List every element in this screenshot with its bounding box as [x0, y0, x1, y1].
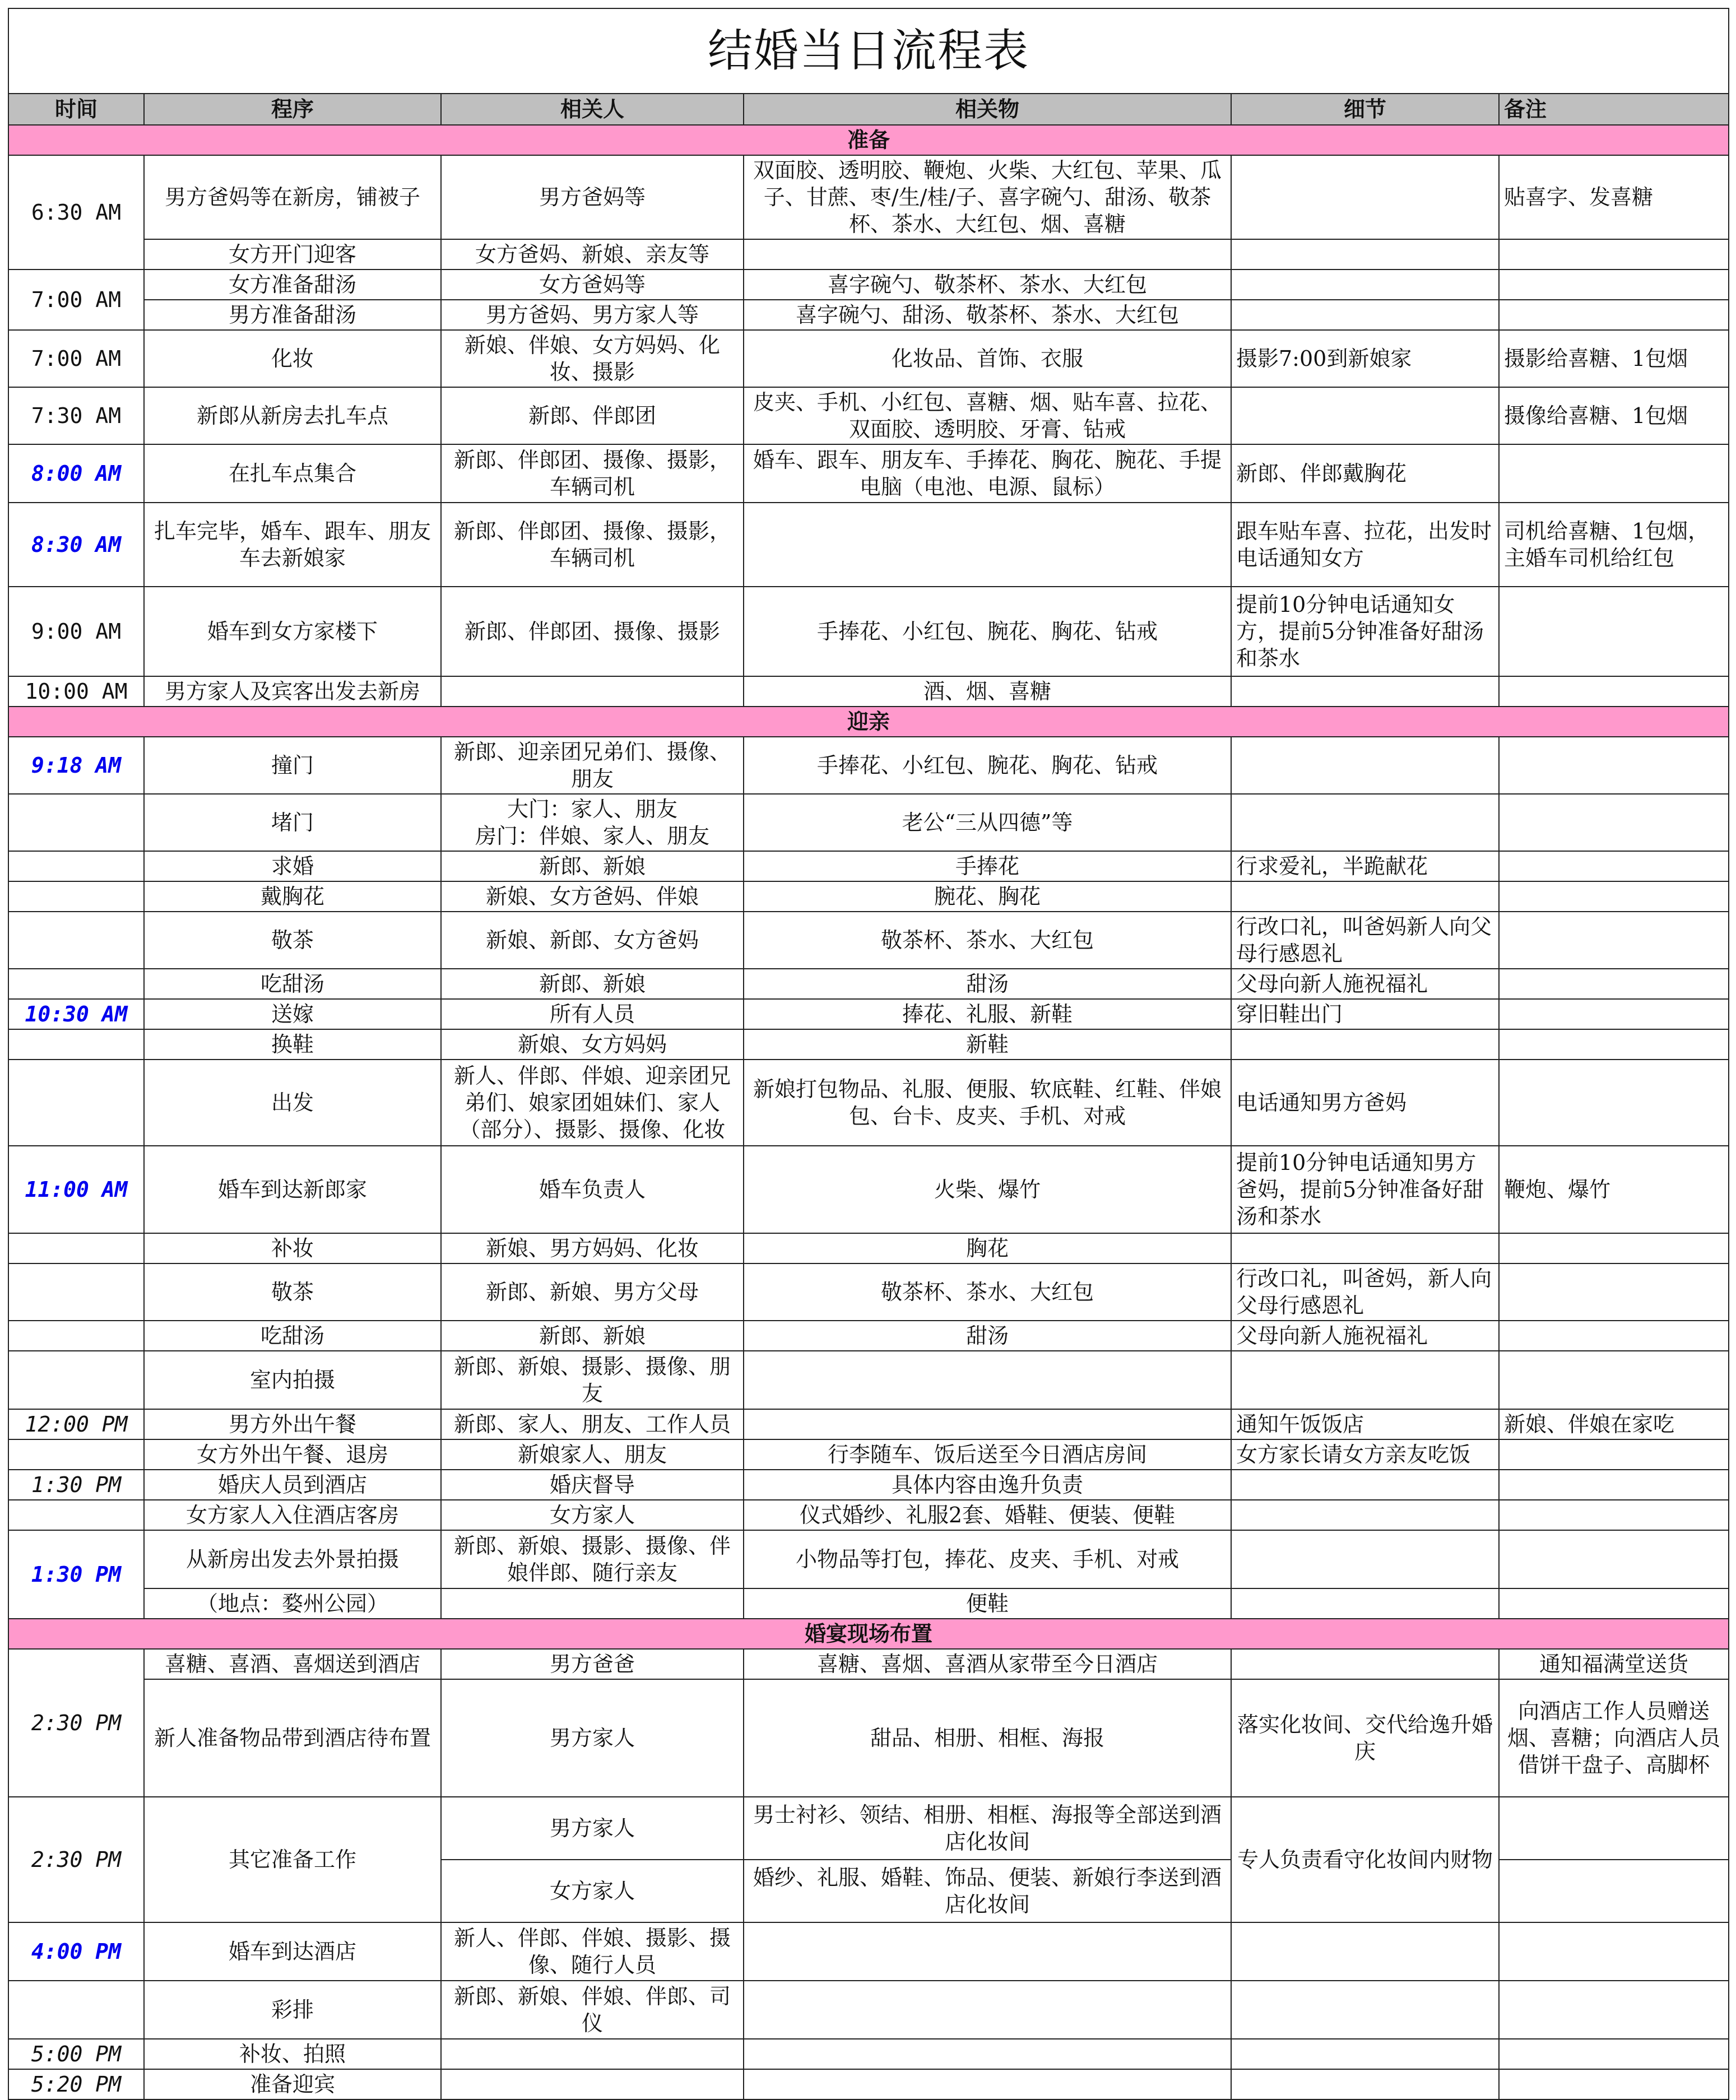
- table-row: [8, 794, 1729, 851]
- note-cell: [1499, 1530, 1729, 1588]
- time-cell: [8, 1981, 144, 2039]
- detail-cell: [1231, 239, 1499, 270]
- items-cell: 手捧花: [744, 851, 1231, 881]
- items-cell: 喜糖、喜烟、喜酒从家带至今日酒店: [744, 1649, 1231, 1679]
- procedure-cell: 敬茶: [144, 912, 441, 969]
- detail-cell: 穿旧鞋出门: [1231, 999, 1499, 1029]
- note-cell: [1499, 587, 1729, 676]
- table-row: [8, 1649, 1729, 1679]
- time-cell: 7:30 AM: [8, 387, 144, 444]
- table-row: [8, 912, 1729, 969]
- procedure-cell: 敬茶: [144, 1263, 441, 1321]
- section-title: 婚宴现场布置: [8, 1619, 1729, 1649]
- procedure-cell: 男方爸妈等在新房，铺被子: [144, 155, 441, 239]
- procedure-cell: 男方准备甜汤: [144, 300, 441, 330]
- note-cell: 摄像给喜糖、1包烟: [1499, 387, 1729, 444]
- note-cell: [1499, 794, 1729, 851]
- section-row-yingqin: [8, 707, 1729, 737]
- note-cell: [1499, 2039, 1729, 2069]
- header-items: 相关物: [744, 94, 1231, 125]
- people-cell: 新郎、新娘、摄影、摄像、朋友: [441, 1351, 744, 1409]
- detail-cell: 父母向新人施祝福礼: [1231, 1321, 1499, 1351]
- time-cell: 2:30 PM: [8, 1649, 144, 1797]
- table-row: [8, 881, 1729, 912]
- table-row: [8, 155, 1729, 239]
- detail-cell: [1231, 881, 1499, 912]
- detail-cell: 行改口礼，叫爸妈新人向父母行感恩礼: [1231, 912, 1499, 969]
- time-cell: 8:00 AM: [8, 444, 144, 503]
- items-cell: [744, 1409, 1231, 1439]
- detail-cell: 摄影7:00到新娘家: [1231, 330, 1499, 387]
- detail-cell: 提前10分钟电话通知女方，提前5分钟准备好甜汤和茶水: [1231, 587, 1499, 676]
- note-cell: [1499, 1797, 1729, 1860]
- procedure-cell: 补妆、拍照: [144, 2039, 441, 2069]
- note-cell: 向酒店工作人员赠送烟、喜糖；向酒店人员借饼干盘子、高脚杯: [1499, 1679, 1729, 1797]
- procedure-cell: 戴胸花: [144, 881, 441, 912]
- items-cell: 化妆品、首饰、衣服: [744, 330, 1231, 387]
- table-row: [8, 1233, 1729, 1263]
- procedure-cell: 喜糖、喜酒、喜烟送到酒店: [144, 1649, 441, 1679]
- procedure-cell: 男方外出午餐: [144, 1409, 441, 1439]
- note-cell: [1499, 969, 1729, 999]
- time-cell: 7:00 AM: [8, 270, 144, 330]
- detail-cell: [1231, 1233, 1499, 1263]
- procedure-cell: 堵门: [144, 794, 441, 851]
- items-cell: [744, 1351, 1231, 1409]
- items-cell: 敬茶杯、茶水、大红包: [744, 912, 1231, 969]
- table-row: [8, 1588, 1729, 1619]
- procedure-cell: 求婚: [144, 851, 441, 881]
- time-cell: [8, 1263, 144, 1321]
- people-cell: 男方家人: [441, 1797, 744, 1860]
- table-row: [8, 1029, 1729, 1060]
- people-cell: 新娘、伴娘、女方妈妈、化妆、摄影: [441, 330, 744, 387]
- items-cell: 甜汤: [744, 969, 1231, 999]
- time-cell: 6:30 AM: [8, 155, 144, 270]
- table-row: [8, 1146, 1729, 1233]
- header-people: 相关人: [441, 94, 744, 125]
- items-cell: 仪式婚纱、礼服2套、婚鞋、便装、便鞋: [744, 1500, 1231, 1530]
- procedure-cell: 男方家人及宾客出发去新房: [144, 676, 441, 707]
- procedure-cell: 撞门: [144, 737, 441, 794]
- procedure-cell: 准备迎宾: [144, 2069, 441, 2099]
- detail-cell: [1231, 1029, 1499, 1060]
- detail-cell: 专人负责看守化妆间内财物: [1231, 1797, 1499, 1922]
- people-cell: 新郎、新娘、伴娘、伴郎、司仪: [441, 1981, 744, 2039]
- note-cell: 摄影给喜糖、1包烟: [1499, 330, 1729, 387]
- detail-cell: 女方家长请女方亲友吃饭: [1231, 1439, 1499, 1470]
- items-cell: 男士衬衫、领结、相册、相框、海报等全部送到酒店化妆间: [744, 1797, 1231, 1860]
- table-row: [8, 387, 1729, 444]
- time-cell: 5:20 PM: [8, 2069, 144, 2099]
- people-cell: 男方家人: [441, 1679, 744, 1797]
- time-cell: [8, 1321, 144, 1351]
- items-cell: [744, 1981, 1231, 2039]
- note-cell: [1499, 1263, 1729, 1321]
- section-title: 准备: [8, 125, 1729, 155]
- table-row: [8, 1797, 1729, 1860]
- time-cell: [8, 851, 144, 881]
- detail-cell: 新郎、伴郎戴胸花: [1231, 444, 1499, 503]
- items-cell: [744, 2069, 1231, 2099]
- people-cell: 新郎、新娘、男方父母: [441, 1263, 744, 1321]
- detail-cell: [1231, 1530, 1499, 1588]
- table-row: [8, 503, 1729, 587]
- detail-cell: [1231, 155, 1499, 239]
- table-row: [8, 969, 1729, 999]
- header-detail: 细节: [1231, 94, 1499, 125]
- table-row: [8, 270, 1729, 300]
- time-cell: [8, 794, 144, 851]
- note-cell: [1499, 1060, 1729, 1146]
- items-cell: 新娘打包物品、礼服、便服、软底鞋、红鞋、伴娘包、台卡、皮夹、手机、对戒: [744, 1060, 1231, 1146]
- time-cell: 8:30 AM: [8, 503, 144, 587]
- header-procedure: 程序: [144, 94, 441, 125]
- time-cell: [8, 1233, 144, 1263]
- note-cell: [1499, 300, 1729, 330]
- note-cell: [1499, 676, 1729, 707]
- procedure-cell: 新人准备物品带到酒店待布置: [144, 1679, 441, 1797]
- header-time: 时间: [8, 94, 144, 125]
- table-row: [8, 1321, 1729, 1351]
- time-cell: 9:00 AM: [8, 587, 144, 676]
- header-note: 备注: [1499, 94, 1729, 125]
- table-row: [8, 239, 1729, 270]
- table-row: [8, 300, 1729, 330]
- note-cell: [1499, 1029, 1729, 1060]
- detail-cell: [1231, 300, 1499, 330]
- detail-cell: [1231, 1470, 1499, 1500]
- table-row: [8, 676, 1729, 707]
- note-cell: [1499, 881, 1729, 912]
- detail-cell: 落实化妆间、交代给逸升婚庆: [1231, 1679, 1499, 1797]
- people-cell: 婚庆督导: [441, 1470, 744, 1500]
- note-cell: [1499, 737, 1729, 794]
- people-cell: [441, 2069, 744, 2099]
- detail-cell: [1231, 1981, 1499, 2039]
- section-row-prep: [8, 125, 1729, 155]
- people-cell: [441, 2039, 744, 2069]
- items-cell: 手捧花、小红包、腕花、胸花、钻戒: [744, 587, 1231, 676]
- table-row: [8, 1060, 1729, 1146]
- time-cell: [8, 1500, 144, 1530]
- procedure-cell: 送嫁: [144, 999, 441, 1029]
- people-cell: 女方爸妈、新娘、亲友等: [441, 239, 744, 270]
- detail-cell: 跟车贴车喜、拉花，出发时电话通知女方: [1231, 503, 1499, 587]
- items-cell: 酒、烟、喜糖: [744, 676, 1231, 707]
- detail-cell: [1231, 676, 1499, 707]
- procedure-cell: 出发: [144, 1060, 441, 1146]
- items-cell: 小物品等打包，捧花、皮夹、手机、对戒: [744, 1530, 1231, 1588]
- note-cell: 鞭炮、爆竹: [1499, 1146, 1729, 1233]
- table-row: [8, 444, 1729, 503]
- note-cell: 贴喜字、发喜糖: [1499, 155, 1729, 239]
- items-cell: 火柴、爆竹: [744, 1146, 1231, 1233]
- detail-cell: [1231, 1922, 1499, 1981]
- people-cell: 新郎、新娘: [441, 851, 744, 881]
- procedure-cell: 补妆: [144, 1233, 441, 1263]
- note-cell: 新娘、伴娘在家吃: [1499, 1409, 1729, 1439]
- people-cell: 新郎、新娘、摄影、摄像、伴娘伴郎、随行亲友: [441, 1530, 744, 1588]
- detail-cell: 提前10分钟电话通知男方爸妈，提前5分钟准备好甜汤和茶水: [1231, 1146, 1499, 1233]
- items-cell: 敬茶杯、茶水、大红包: [744, 1263, 1231, 1321]
- people-cell: 新郎、家人、朋友、工作人员: [441, 1409, 744, 1439]
- time-cell: 1:30 PM: [8, 1530, 144, 1619]
- note-cell: [1499, 444, 1729, 503]
- note-cell: [1499, 1500, 1729, 1530]
- people-cell: 新郎、迎亲团兄弟们、摄像、朋友: [441, 737, 744, 794]
- procedure-cell: 婚车到达酒店: [144, 1922, 441, 1981]
- table-row: [8, 2039, 1729, 2069]
- items-cell: 新鞋: [744, 1029, 1231, 1060]
- procedure-cell: 婚车到女方家楼下: [144, 587, 441, 676]
- procedure-cell: 室内拍摄: [144, 1351, 441, 1409]
- people-cell: 新郎、伴郎团: [441, 387, 744, 444]
- note-cell: [1499, 1860, 1729, 1922]
- table-row: [8, 2069, 1729, 2099]
- items-cell: [744, 503, 1231, 587]
- time-cell: 7:00 AM: [8, 330, 144, 387]
- detail-cell: 父母向新人施祝福礼: [1231, 969, 1499, 999]
- detail-cell: [1231, 737, 1499, 794]
- detail-cell: 行求爱礼，半跪献花: [1231, 851, 1499, 881]
- items-cell: 喜字碗勺、甜汤、敬茶杯、茶水、大红包: [744, 300, 1231, 330]
- items-cell: 行李随车、饭后送至今日酒店房间: [744, 1439, 1231, 1470]
- time-cell: 10:30 AM: [8, 999, 144, 1029]
- items-cell: 婚车、跟车、朋友车、手捧花、胸花、腕花、手提电脑（电池、电源、鼠标）: [744, 444, 1231, 503]
- detail-cell: [1231, 1500, 1499, 1530]
- note-cell: 司机给喜糖、1包烟，主婚车司机给红包: [1499, 503, 1729, 587]
- detail-cell: [1231, 270, 1499, 300]
- items-cell: 老公“三从四德”等: [744, 794, 1231, 851]
- people-cell: 新娘、新郎、女方爸妈: [441, 912, 744, 969]
- table-row: [8, 1409, 1729, 1439]
- note-cell: [1499, 912, 1729, 969]
- note-cell: [1499, 1233, 1729, 1263]
- note-cell: [1499, 1321, 1729, 1351]
- procedure-cell: 新郎从新房去扎车点: [144, 387, 441, 444]
- people-cell: 男方爸爸: [441, 1649, 744, 1679]
- procedure-cell: 从新房出发去外景拍摄: [144, 1530, 441, 1588]
- people-cell: 大门：家人、朋友 房门：伴娘、家人、朋友: [441, 794, 744, 851]
- time-cell: [8, 912, 144, 969]
- items-cell: [744, 239, 1231, 270]
- procedure-cell: 女方开门迎客: [144, 239, 441, 270]
- people-cell: 所有人员: [441, 999, 744, 1029]
- detail-cell: [1231, 2069, 1499, 2099]
- table-row: [8, 330, 1729, 387]
- time-cell: 2:30 PM: [8, 1797, 144, 1922]
- items-cell: 甜品、相册、相框、海报: [744, 1679, 1231, 1797]
- table-row: [8, 1981, 1729, 2039]
- procedure-cell: 扎车完毕，婚车、跟车、朋友车去新娘家: [144, 503, 441, 587]
- section-title: 迎亲: [8, 707, 1729, 737]
- procedure-cell: 婚庆人员到酒店: [144, 1470, 441, 1500]
- items-cell: 双面胶、透明胶、鞭炮、火柴、大红包、苹果、瓜子、甘蔗、枣/生/桂/子、喜字碗勺、甜汤、敬茶杯、茶水、大红包、烟、喜糖: [744, 155, 1231, 239]
- people-cell: 女方家人: [441, 1860, 744, 1922]
- items-cell: 甜汤: [744, 1321, 1231, 1351]
- detail-cell: [1231, 1649, 1499, 1679]
- detail-cell: [1231, 2039, 1499, 2069]
- procedure-cell: 女方外出午餐、退房: [144, 1439, 441, 1470]
- table-row: [8, 1470, 1729, 1500]
- time-cell: 1:30 PM: [8, 1470, 144, 1500]
- note-cell: [1499, 1981, 1729, 2039]
- table-row: [8, 1351, 1729, 1409]
- people-cell: 新郎、新娘: [441, 1321, 744, 1351]
- table-row: [8, 1679, 1729, 1797]
- people-cell: 新人、伴郎、伴娘、迎亲团兄弟们、娘家团姐妹们、家人（部分）、摄影、摄像、化妆: [441, 1060, 744, 1146]
- table-row: [8, 1439, 1729, 1470]
- procedure-cell: 换鞋: [144, 1029, 441, 1060]
- table-row: [8, 1263, 1729, 1321]
- time-cell: 10:00 AM: [8, 676, 144, 707]
- detail-cell: 通知午饭饭店: [1231, 1409, 1499, 1439]
- note-cell: [1499, 239, 1729, 270]
- detail-cell: 电话通知男方爸妈: [1231, 1060, 1499, 1146]
- detail-cell: 行改口礼，叫爸妈，新人向父母行感恩礼: [1231, 1263, 1499, 1321]
- people-cell: 新娘、女方妈妈: [441, 1029, 744, 1060]
- note-cell: 通知福满堂送货: [1499, 1649, 1729, 1679]
- people-cell: 新娘家人、朋友: [441, 1439, 744, 1470]
- time-cell: [8, 969, 144, 999]
- wedding-schedule-table: [8, 8, 1729, 2100]
- table-row: [8, 587, 1729, 676]
- time-cell: 9:18 AM: [8, 737, 144, 794]
- time-cell: 11:00 AM: [8, 1146, 144, 1233]
- page-title: 结婚当日流程表: [8, 8, 1729, 94]
- time-cell: [8, 1029, 144, 1060]
- time-cell: 4:00 PM: [8, 1922, 144, 1981]
- procedure-cell: （地点：婺州公园）: [144, 1588, 441, 1619]
- people-cell: 新娘、男方妈妈、化妆: [441, 1233, 744, 1263]
- items-cell: 喜字碗勺、敬茶杯、茶水、大红包: [744, 270, 1231, 300]
- people-cell: 新郎、新娘: [441, 969, 744, 999]
- items-cell: [744, 2039, 1231, 2069]
- people-cell: 新郎、伴郎团、摄像、摄影，车辆司机: [441, 503, 744, 587]
- table-row: [8, 1922, 1729, 1981]
- time-cell: 12:00 PM: [8, 1409, 144, 1439]
- procedure-cell: 吃甜汤: [144, 969, 441, 999]
- note-cell: [1499, 1588, 1729, 1619]
- items-cell: 手捧花、小红包、腕花、胸花、钻戒: [744, 737, 1231, 794]
- procedure-cell: 婚车到达新郎家: [144, 1146, 441, 1233]
- items-cell: 婚纱、礼服、婚鞋、饰品、便装、新娘行李送到酒店化妆间: [744, 1860, 1231, 1922]
- note-cell: [1499, 1351, 1729, 1409]
- people-cell: [441, 1588, 744, 1619]
- procedure-cell: 在扎车点集合: [144, 444, 441, 503]
- people-cell: 女方家人: [441, 1500, 744, 1530]
- people-cell: 男方爸妈等: [441, 155, 744, 239]
- title-row: [8, 8, 1729, 94]
- items-cell: 便鞋: [744, 1588, 1231, 1619]
- detail-cell: [1231, 387, 1499, 444]
- procedure-cell: 吃甜汤: [144, 1321, 441, 1351]
- items-cell: 具体内容由逸升负责: [744, 1470, 1231, 1500]
- people-cell: 男方爸妈、男方家人等: [441, 300, 744, 330]
- detail-cell: [1231, 1351, 1499, 1409]
- header-row: [8, 94, 1729, 125]
- items-cell: [744, 1922, 1231, 1981]
- table-row: [8, 1530, 1729, 1588]
- table-row: [8, 1500, 1729, 1530]
- note-cell: [1499, 1922, 1729, 1981]
- people-cell: 新娘、女方爸妈、伴娘: [441, 881, 744, 912]
- detail-cell: [1231, 794, 1499, 851]
- time-cell: [8, 1351, 144, 1409]
- procedure-cell: 彩排: [144, 1981, 441, 2039]
- note-cell: [1499, 851, 1729, 881]
- note-cell: [1499, 1470, 1729, 1500]
- people-cell: 新人、伴郎、伴娘、摄影、摄像、随行人员: [441, 1922, 744, 1981]
- table-row: [8, 737, 1729, 794]
- procedure-cell: 其它准备工作: [144, 1797, 441, 1922]
- note-cell: [1499, 2069, 1729, 2099]
- time-cell: [8, 881, 144, 912]
- time-cell: [8, 1060, 144, 1146]
- items-cell: 皮夹、手机、小红包、喜糖、烟、贴车喜、拉花、双面胶、透明胶、牙膏、钻戒: [744, 387, 1231, 444]
- people-cell: 婚车负责人: [441, 1146, 744, 1233]
- time-cell: 5:00 PM: [8, 2039, 144, 2069]
- people-cell: [441, 676, 744, 707]
- procedure-cell: 女方准备甜汤: [144, 270, 441, 300]
- section-row-banquet: [8, 1619, 1729, 1649]
- detail-cell: [1231, 1588, 1499, 1619]
- note-cell: [1499, 1439, 1729, 1470]
- people-cell: 新郎、伴郎团、摄像、摄影: [441, 587, 744, 676]
- items-cell: 腕花、胸花: [744, 881, 1231, 912]
- people-cell: 新郎、伴郎团、摄像、摄影，车辆司机: [441, 444, 744, 503]
- table-row: [8, 999, 1729, 1029]
- time-cell: [8, 1439, 144, 1470]
- people-cell: 女方爸妈等: [441, 270, 744, 300]
- procedure-cell: 化妆: [144, 330, 441, 387]
- items-cell: 捧花、礼服、新鞋: [744, 999, 1231, 1029]
- procedure-cell: 女方家人入住酒店客房: [144, 1500, 441, 1530]
- table-row: [8, 851, 1729, 881]
- note-cell: [1499, 270, 1729, 300]
- note-cell: [1499, 999, 1729, 1029]
- items-cell: 胸花: [744, 1233, 1231, 1263]
